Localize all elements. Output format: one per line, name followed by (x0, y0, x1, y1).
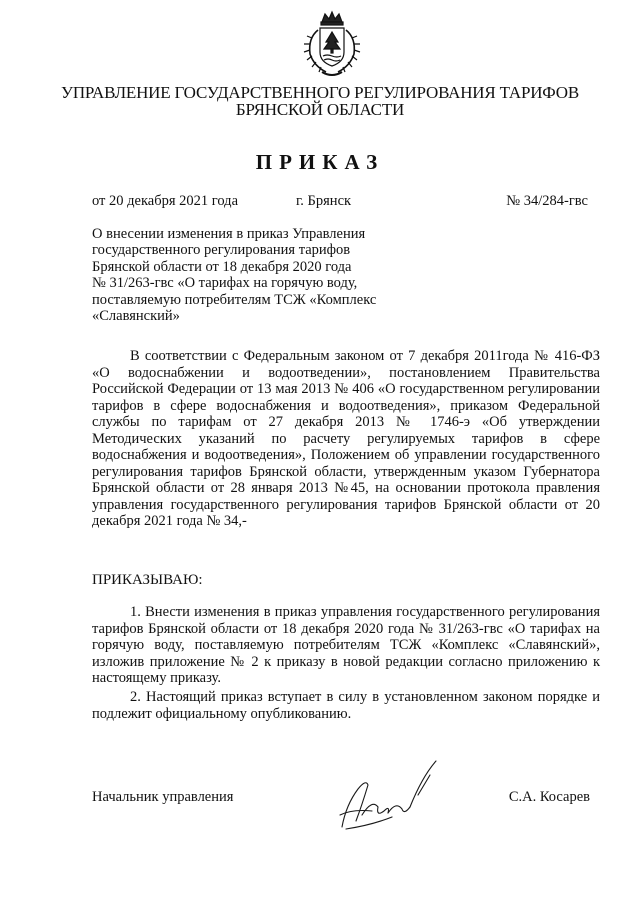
subject-line: государственного регулирования тарифов (92, 242, 351, 259)
signatory-position: Начальник управления (92, 789, 234, 805)
subject-line: «Славянский» (92, 308, 180, 325)
preamble-paragraph: В соответствии с Федеральным законом от 7 декабря 2011года № 416-ФЗ «О водоснабжении и водоотведении», постановлением Правительства Российской Федерации от 13 мая 2013 № 406 «О государственном регулировании тарифов в сфере водоснабжения и водоотведения», приказом Федеральной службы по тарифам от 27 декабря 2013 № 1746-э «Об утверждении Методических указаний по расчету регулируемых тарифов в сфере водоснабжения и водоотведения», Положением об управлении государственного регулирования тарифов Брянской области, утвержденным указом Губернатора Брянской области от 28 января 2013 №45, на основании протокола правления управления государственного регулирования тарифов Брянской области от 20 декабря 2021 года № 34,- (92, 348, 600, 529)
order-city: г. Брянск (296, 193, 352, 209)
organization-name-line2: БРЯНСКОЙ ОБЛАСТИ (235, 100, 405, 119)
subject-line: № 31/263-гвс «О тарифах на горячую воду, (92, 275, 358, 292)
handwritten-signature (332, 755, 444, 835)
subject-line: поставляемую потребителям ТСЖ «Комплекс (92, 291, 377, 308)
order-item-2: 2. Настоящий приказ вступает в силу в установленном законом порядке и подлежит официальному опубликованию. (92, 689, 600, 722)
organization-name-line1: УПРАВЛЕНИЕ ГОСУДАРСТВЕННОГО РЕГУЛИРОВАНИЯ ТАРИФОВ (61, 83, 579, 102)
signatory-name: С.А. Косарев (508, 789, 590, 805)
coat-of-arms-icon (296, 8, 368, 80)
subject-line: О внесении изменения в приказ Управления (92, 226, 366, 242)
order-keyword: ПРИКАЗЫВАЮ: (92, 572, 203, 588)
document-title: ПРИКАЗ (255, 150, 385, 174)
order-date: от 20 декабря 2021 года (92, 193, 238, 209)
order-item-1: 1. Внести изменения в приказ управления государственного регулирования тарифов Брянской области от 18 декабря 2020 года № 31/263-гвс «О тарифах на горячую воду, поставляемую потребителям ТСЖ «Комплекс «Славянский», изложив приложение № 2 к приказу в новой редакции согласно приложению к настоящему приказу. (92, 604, 600, 686)
subject-line: Брянской области от 18 декабря 2020 года (92, 258, 352, 275)
order-number: № 34/284-гвс (506, 193, 588, 209)
order-subject (92, 226, 402, 324)
